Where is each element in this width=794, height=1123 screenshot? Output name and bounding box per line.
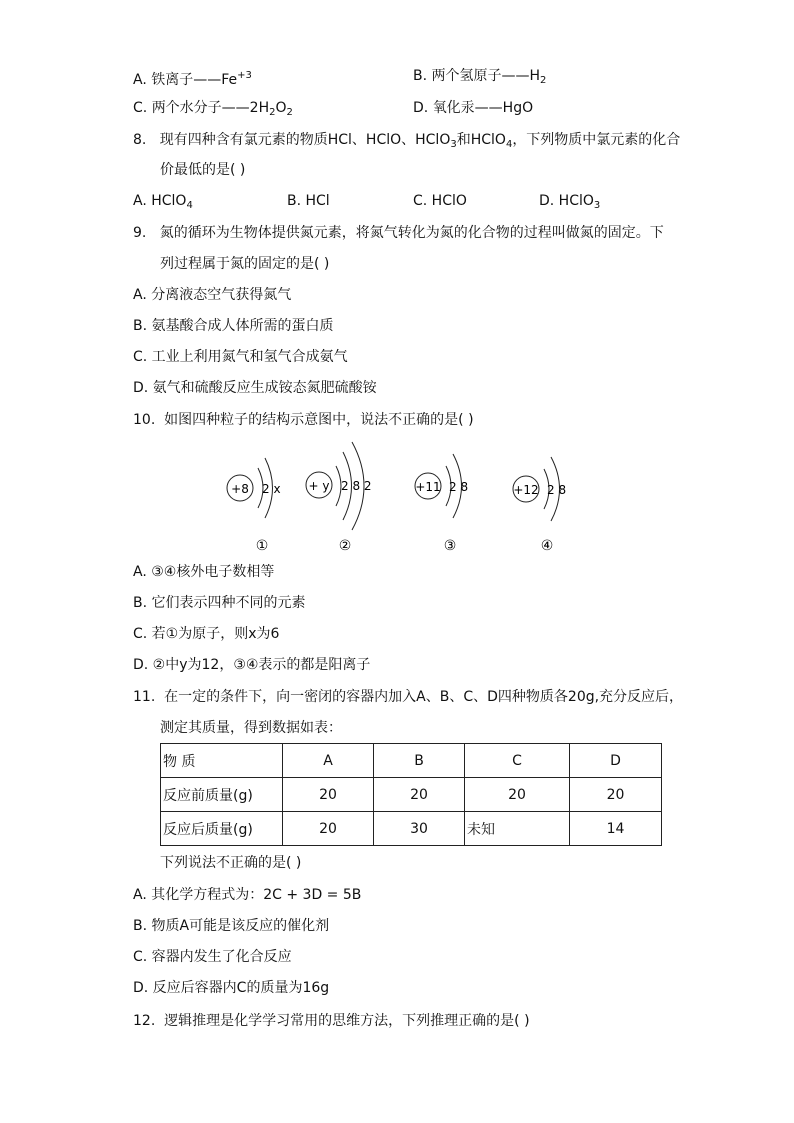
atom-diagram-4 — [513, 457, 566, 521]
q9-option-c: C. 工业上利用氮气和氢气合成氨气 — [133, 349, 348, 365]
q9-stem-line1: 9. 氮的循环为生物体提供氮元素，将氮气转化为氮的化合物的过程叫做氮的固定。下 — [133, 225, 664, 241]
atom-4-nucleus: +12 — [513, 483, 539, 497]
atom-2-label: ② — [338, 538, 352, 554]
atom-4-label: ④ — [540, 538, 554, 554]
table-header-cell: 物 质 — [161, 744, 283, 778]
q11-option-b: B. 物质A可能是该反应的催化剂 — [133, 918, 330, 934]
q8-number: 8. — [133, 132, 147, 148]
table-cell: 反应前质量(g) — [161, 778, 283, 812]
table-cell: 20 — [570, 778, 662, 812]
q9-option-a: A. 分离液态空气获得氮气 — [133, 287, 292, 303]
q8-stem-line2: 价最低的是( ) — [160, 162, 246, 178]
q8-option-a: A. HClO$_4$ — [133, 193, 193, 211]
q11-option-c: C. 容器内发生了化合反应 — [133, 949, 292, 965]
q11-option-d: D. 反应后容器内C的质量为16g — [133, 980, 330, 996]
q8-option-d: D. HClO$_3$ — [539, 193, 601, 211]
table-cell: 30 — [374, 812, 465, 846]
q10-stem: 10. 如图四种粒子的结构示意图中，说法不正确的是( ) — [133, 412, 474, 428]
q7-option-a: A. 铁离子$——Fe^{+3}$ — [133, 70, 252, 88]
q10-option-b: B. 它们表示四种不同的元素 — [133, 595, 306, 611]
atom-diagram-2 — [306, 442, 372, 530]
atom-2-shells: 2 8 2 — [341, 479, 372, 493]
table-header-cell: C — [465, 744, 570, 778]
atom-1-nucleus: +8 — [231, 482, 249, 496]
mass-data-table — [160, 743, 662, 846]
table-cell: 20 — [465, 778, 570, 812]
q11-stem-line1: 11. 在一定的条件下，向一密闭的容器内加入A、B、C、D四种物质各20g,充分反应后， — [133, 689, 684, 705]
atom-2-nucleus: + y — [308, 479, 330, 493]
q10-option-c: C. 若①为原子，则x为6 — [133, 626, 280, 642]
q9-number: 9. — [133, 225, 147, 241]
q12-stem: 12. 逻辑推理是化学学习常用的思维方法，下列推理正确的是( ) — [133, 1013, 530, 1029]
q11-stem-line2: 测定其质量，得到数据如表： — [160, 720, 342, 736]
q8-option-c: C. HClO — [413, 193, 467, 209]
q10-option-a: A. ③④核外电子数相等 — [133, 564, 275, 580]
atom-3-label: ③ — [443, 538, 457, 554]
q11-option-a: A. 其化学方程式为：2C + 3D = 5B — [133, 887, 362, 903]
table-header-cell: A — [283, 744, 374, 778]
q8-option-b: B. HCl — [287, 193, 330, 209]
q10-number: 10. — [133, 412, 156, 428]
table-header-cell: B — [374, 744, 465, 778]
q11-stem-line3: 下列说法不正确的是( ) — [160, 855, 302, 871]
q7-option-c: C. 两个水分子$——2H_2O_2$ — [133, 100, 293, 118]
atom-4-shells: 2 8 — [547, 483, 567, 497]
atom-diagram-3 — [415, 454, 468, 518]
q8-stem-line1: 8. 现有四种含有氯元素的物质HCl、HClO、HClO$_3$和HClO$_4$，下列物质中氯元素的化合 — [133, 132, 681, 150]
q10-option-d: D. ②中y为12，③④表示的都是阳离子 — [133, 657, 371, 673]
q9-stem-line2: 列过程属于氮的固定的是( ) — [160, 256, 330, 272]
table-cell: 20 — [374, 778, 465, 812]
atom-1-label: ① — [255, 538, 269, 554]
table-cell: 未知 — [465, 812, 570, 846]
q7-option-b: B. 两个氢原子$——H_2$ — [413, 68, 547, 86]
atom-3-shells: 2 8 — [449, 480, 469, 494]
table-cell: 20 — [283, 812, 374, 846]
table-cell: 14 — [570, 812, 662, 846]
atom-diagram-1 — [227, 458, 281, 518]
table-row — [161, 812, 662, 846]
atom-structure-diagrams — [0, 430, 794, 560]
atom-1-shells: 2 x — [262, 482, 281, 496]
table-header-row — [161, 744, 662, 778]
q9-option-d: D. 氨气和硫酸反应生成铵态氮肥硫酸铵 — [133, 380, 377, 396]
table-header-cell: D — [570, 744, 662, 778]
q11-number: 11. — [133, 689, 156, 705]
table-cell: 反应后质量(g) — [161, 812, 283, 846]
q12-number: 12. — [133, 1013, 156, 1029]
q9-option-b: B. 氨基酸合成人体所需的蛋白质 — [133, 318, 334, 334]
atom-3-nucleus: +11 — [415, 480, 441, 494]
q7-option-d: D. 氧化汞——HgO — [413, 100, 534, 116]
table-row — [161, 778, 662, 812]
table-cell: 20 — [283, 778, 374, 812]
